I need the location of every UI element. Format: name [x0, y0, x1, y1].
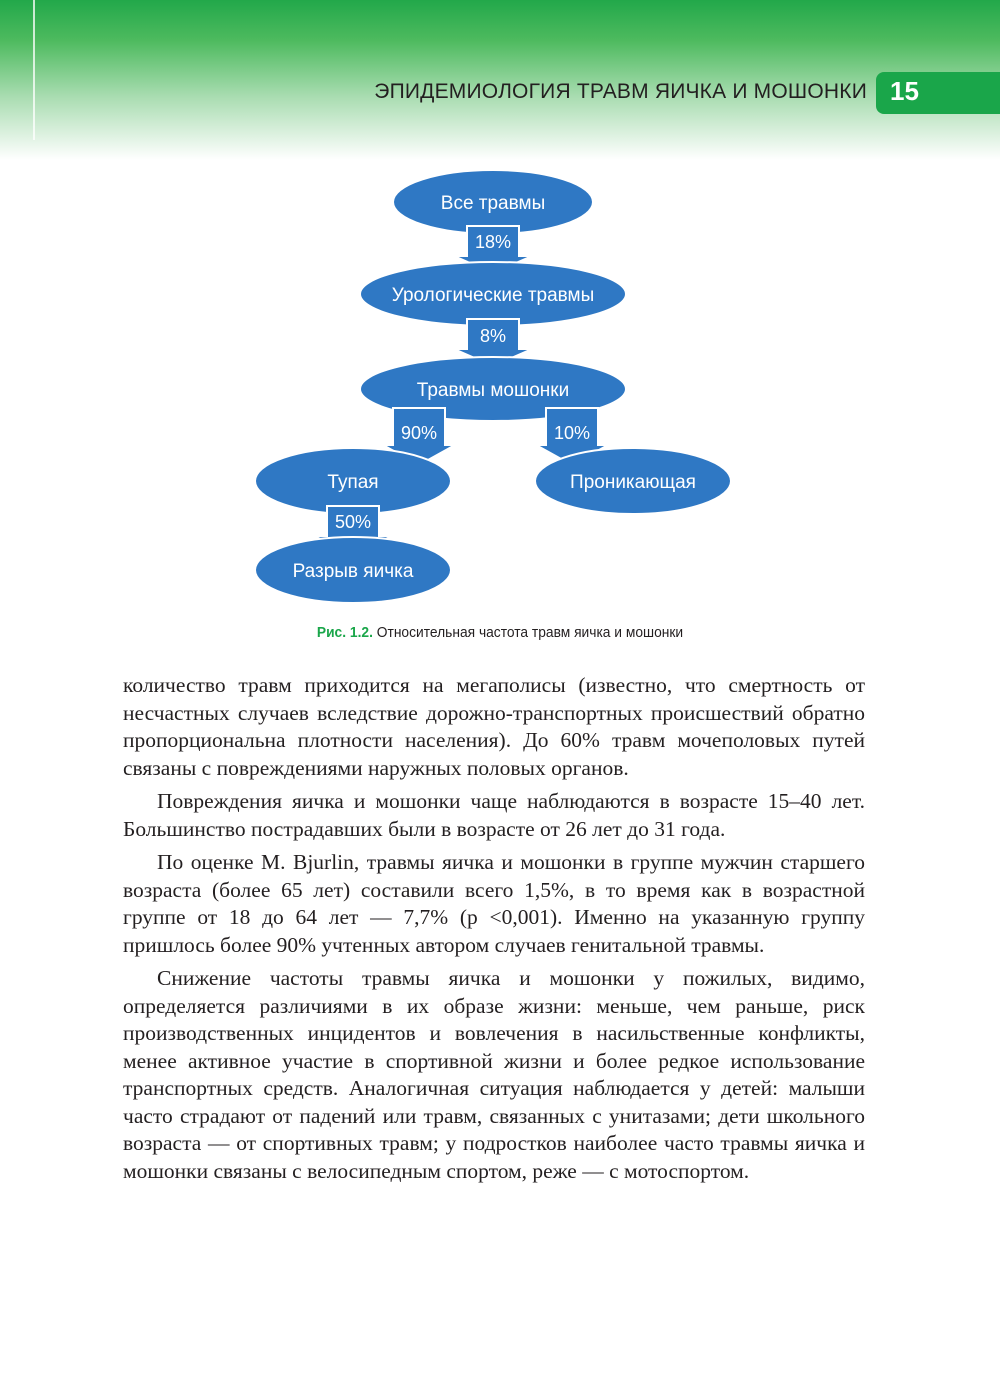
paragraph-4: Снижение частоты травмы яичка и мошонки у пожилых, видимо, определяется различиями в их образе жизни: меньше, чем раньше, риск производственных инцидентов и вовлечения в насильственные конфликты, менее активное участие в спортивной жизни и более редкое использование транспортных средств. Аналогичная ситуация наблюдается у детей: малыши часто страдают от падений или травм, связанных с унитазами; дети школьного возраста — от спортивных травм; у подростков наиболее часто травмы яичка и мошонки связаны с велосипедным спортом, реже — с мотоспортом. — [123, 966, 865, 1183]
arrow-label-18: 18% — [474, 232, 512, 252]
figure-label: Рис. 1.2. — [316, 624, 373, 641]
arrow-label-8: 8% — [479, 326, 507, 346]
paragraph-1: количество травм приходится на мегаполисы (известно, что смертность от несчастных случаев вследствие дорожно-транспортных происшествий обратно пропорциональна плотности населения). До 60% травм мочеполовых путей связаны с повреждениями наружных половых органов. — [123, 673, 865, 780]
figure-caption-text: Относительная частота травм яичка и мошонки — [372, 624, 684, 641]
node-label-scrotal: Травмы мошонки — [416, 380, 570, 401]
paragraph-3: По оценке M. Bjurlin, травмы яичка и мошонки в группе мужчин старшего возраста (более 65 лет) составили всего 1,5%, в то время как в возрастной группе от 18 до 64 лет — 7,7% (p <0,001). Именно на указанную группу пришлось более 90% учтенных автором случаев генитальной травмы. — [123, 850, 865, 957]
arrow-label-50: 50% — [334, 512, 372, 532]
paragraph-2: Повреждения яичка и мошонки чаще наблюдаются в возрасте 15–40 лет. Большинство пострадавших были в возрасте от 26 лет до 31 года. — [123, 789, 865, 841]
body-text — [123, 672, 865, 1191]
arrow-label-10: 10% — [553, 423, 591, 443]
node-label-rupture: Разрыв яичка — [292, 561, 414, 582]
node-label-penetrating: Проникающая — [570, 472, 696, 493]
node-label-urological: Урологические травмы — [391, 285, 595, 306]
flow-diagram — [0, 0, 1000, 640]
node-label-blunt: Тупая — [327, 472, 379, 493]
running-title: ЭПИДЕМИОЛОГИЯ ТРАВМ ЯИЧКА И МОШОНКИ — [374, 80, 867, 103]
figure-caption — [40, 624, 960, 641]
node-label-all: Все травмы — [440, 193, 546, 214]
arrow-label-90: 90% — [400, 423, 438, 443]
page-number: 15 — [890, 76, 919, 106]
